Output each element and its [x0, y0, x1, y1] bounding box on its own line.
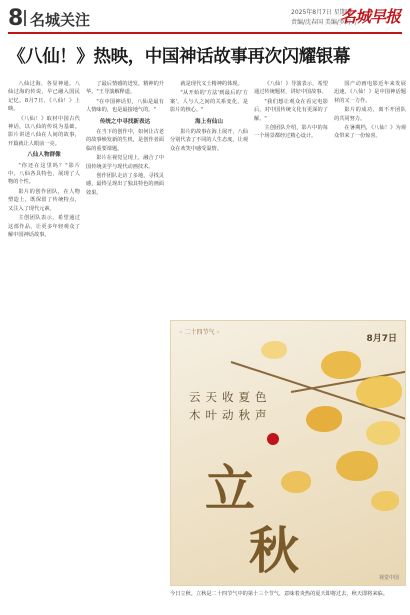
page-number: 8 — [8, 6, 24, 31]
big-character-qiu: 秋 — [249, 521, 299, 580]
paragraph: "我们想让观众在看完电影后，对中国传统文化有更深的了解。" — [254, 98, 328, 122]
paragraph: 了最后情感的迸发，精神的升华。"王导演解释道。 — [86, 81, 164, 96]
ginkgo-leaf — [356, 376, 402, 408]
ginkgo-leaf — [321, 351, 361, 379]
paragraph: 在当下的创作中，如何让古老的故事焕发新的生机，是创作者面临的重要课题。 — [86, 129, 164, 152]
paragraph: 主创团队表示，希望通过这部作品，让更多年轻观众了解中国神话故事。 — [8, 215, 80, 238]
article-column-5 — [334, 80, 406, 306]
header-separator — [24, 10, 26, 26]
ginkgo-leaf — [306, 406, 342, 432]
paragraph: 创作团队走访了多地，寻找灵感，最终呈现出了独具特色的画面效果。 — [86, 173, 164, 196]
paragraph: 八仙过海，各显神通。八仙过海的传说，早已融入国民记忆。8月7日，《八仙！》上映。 — [8, 81, 80, 113]
poem-line-1: 云天收夏色 — [189, 390, 272, 404]
photo-caption: 今日立秋。立秋是二十四节气中的第十三个节气，意味着炎热的夏天即将过去，秋天即将来临。 — [170, 591, 388, 597]
paragraph: "你还在这里吗？"影片中，八仙各具特色，展现了人物的个性。 — [8, 162, 80, 186]
article-column-3 — [170, 80, 248, 306]
subheading: 传统之中寻找新表达 — [99, 118, 151, 125]
paragraph: "在中国神话里，八仙是最有人情味的，也是最接地气的。" — [86, 98, 164, 114]
paragraph: 《八仙！》取材中国古代神话，以八仙的传说为基础。影片讲述八仙在人间的故事，开篇就让人眼前一亮。 — [8, 115, 80, 147]
paragraph: 影片在视觉呈现上，融合了中国传统美学与现代动画技术。 — [86, 155, 164, 170]
section-title: 名城关注 — [30, 11, 91, 29]
date-line: 2025年8月7日 星期四 — [291, 9, 352, 16]
headline: 《八仙！》热映，中国神话故事再次闪耀银幕 — [8, 47, 350, 67]
paragraph: 影片的成功，离不开团队的共同努力。 — [334, 107, 406, 122]
seal-stamp — [267, 433, 279, 445]
paragraph: 国产动画电影近年来发展迅速，《八仙！》是中国神话题材的又一力作。 — [334, 81, 406, 104]
photo-credit: 视觉中国 — [378, 575, 399, 581]
paragraph: 就是现代义士精神的体现。 — [180, 81, 243, 87]
poem-line-2: 木叶动秋声 — [189, 408, 272, 422]
paragraph: "从开始的'方法'到最后的'方案'，人与人之间的关系变化，是影片的核心。" — [170, 90, 248, 114]
ginkgo-leaf — [336, 451, 378, 481]
ginkgo-leaf — [366, 421, 400, 445]
ginkgo-leaf — [261, 341, 287, 359]
page-header — [0, 0, 410, 34]
ginkgo-leaf — [281, 471, 311, 493]
article-column-2 — [86, 80, 164, 612]
header-rule — [8, 32, 402, 34]
paragraph: 主创团队介绍，影片中的每一个场景都经过精心设计。 — [254, 125, 328, 140]
paragraph: 影片的故事在海上展开，八仙分别代表了不同的人生态度，让观众在欢笑中感受温情。 — [170, 129, 248, 152]
big-character-li: 立 — [205, 459, 255, 518]
photo-date: 8月7日 — [366, 334, 397, 344]
paragraph: 影片的创作团队，在人物塑造上，既保留了传统特点，又注入了现代元素。 — [8, 188, 80, 212]
subheading: 海上有仙山 — [195, 118, 223, 125]
paragraph: 在暑期档，《八仙！》为观众带来了一份惊喜。 — [334, 125, 406, 140]
newspaper-logo: 名城早报 — [340, 7, 401, 26]
subheading: 八仙人物群像 — [27, 152, 61, 159]
solar-term-illustration — [170, 320, 406, 586]
article-column-4 — [254, 80, 328, 306]
article-column-1 — [8, 80, 80, 612]
editor-line: 责编/沈春国 美编/罗刃刃 — [291, 19, 357, 26]
paragraph: 《八仙！》导演表示，希望通过传统题材，讲好中国故事。 — [254, 81, 328, 96]
ginkgo-leaf — [371, 491, 399, 511]
photo-tag: ◦ 二十四节气 ◦ — [179, 329, 220, 336]
